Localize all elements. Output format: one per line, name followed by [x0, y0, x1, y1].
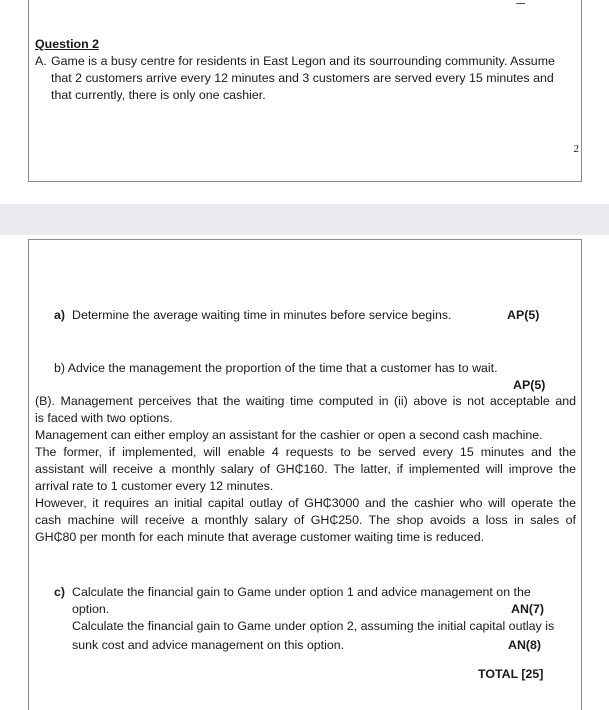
part-a-line-1: Game is a busy centre for residents in East Legon and its sourrounding community. Assume: [51, 54, 555, 68]
item-a-label: a): [54, 308, 66, 322]
question-page-bottom: [28, 239, 582, 710]
page-gap: [0, 204, 609, 235]
part-b-line-9: GH₵80 per month for each minute that average customer waiting time is reduced.: [35, 530, 485, 544]
item-c-line-3: Calculate the financial gain to Game under option 2, assuming the initial capital outlay is: [72, 619, 555, 633]
part-b-line-2: is faced with two options.: [35, 411, 173, 425]
part-b-line-1: (B). Management perceives that the waiting time computed in (ii) above is not acceptable and: [35, 394, 576, 408]
part-b-line-6: arrival rate to 1 customer every 12 minutes.: [35, 479, 274, 493]
item-b-marks: AP(5): [513, 378, 546, 392]
page-number: 2: [573, 143, 579, 155]
item-c-label: c): [54, 585, 66, 599]
top-edge-mark: [516, 0, 525, 4]
part-b-line-4: The former, if implemented, will enable 4 requests to be served every 15 minutes and the: [35, 445, 576, 459]
item-a-text: Determine the average waiting time in minutes before service begins.: [72, 308, 452, 322]
part-b-line-8: cash machine will receive a monthly salary of GH₵250. The shop avoids a loss in sales of: [35, 513, 576, 527]
part-a-line-2: that 2 customers arrive every 12 minutes and 3 customers are served every 15 minutes and: [51, 71, 554, 85]
part-b-line-5: assistant will receive a monthly salary of GH₵160. The latter, if implemented will improve the: [35, 462, 576, 476]
question-heading: Question 2: [35, 37, 100, 51]
part-a-line-3: that currently, there is only one cashier.: [51, 88, 266, 102]
item-c-marks-2: AN(8): [508, 638, 542, 652]
part-b-line-7: However, it requires an initial capital outlay of GH₵3000 and the cashier who will operate the: [35, 496, 576, 510]
item-a-marks: AP(5): [507, 308, 540, 322]
item-b-text: b) Advice the management the proportion of the time that a customer has to wait.: [54, 361, 498, 375]
item-c-line-2: option.: [72, 602, 110, 616]
part-a-label: A.: [35, 54, 47, 68]
item-c-line-4: sunk cost and advice management on this option.: [72, 638, 345, 652]
question-page-top: [28, 0, 582, 182]
total-marks: TOTAL [25]: [478, 667, 544, 681]
item-c-line-1: Calculate the financial gain to Game under option 1 and advice management on the: [72, 585, 531, 599]
part-b-paragraph: [35, 393, 576, 546]
item-c-marks-1: AN(7): [511, 602, 545, 616]
part-b-line-3: Management can either employ an assistant for the cashier or open a second cash machine.: [35, 428, 543, 442]
